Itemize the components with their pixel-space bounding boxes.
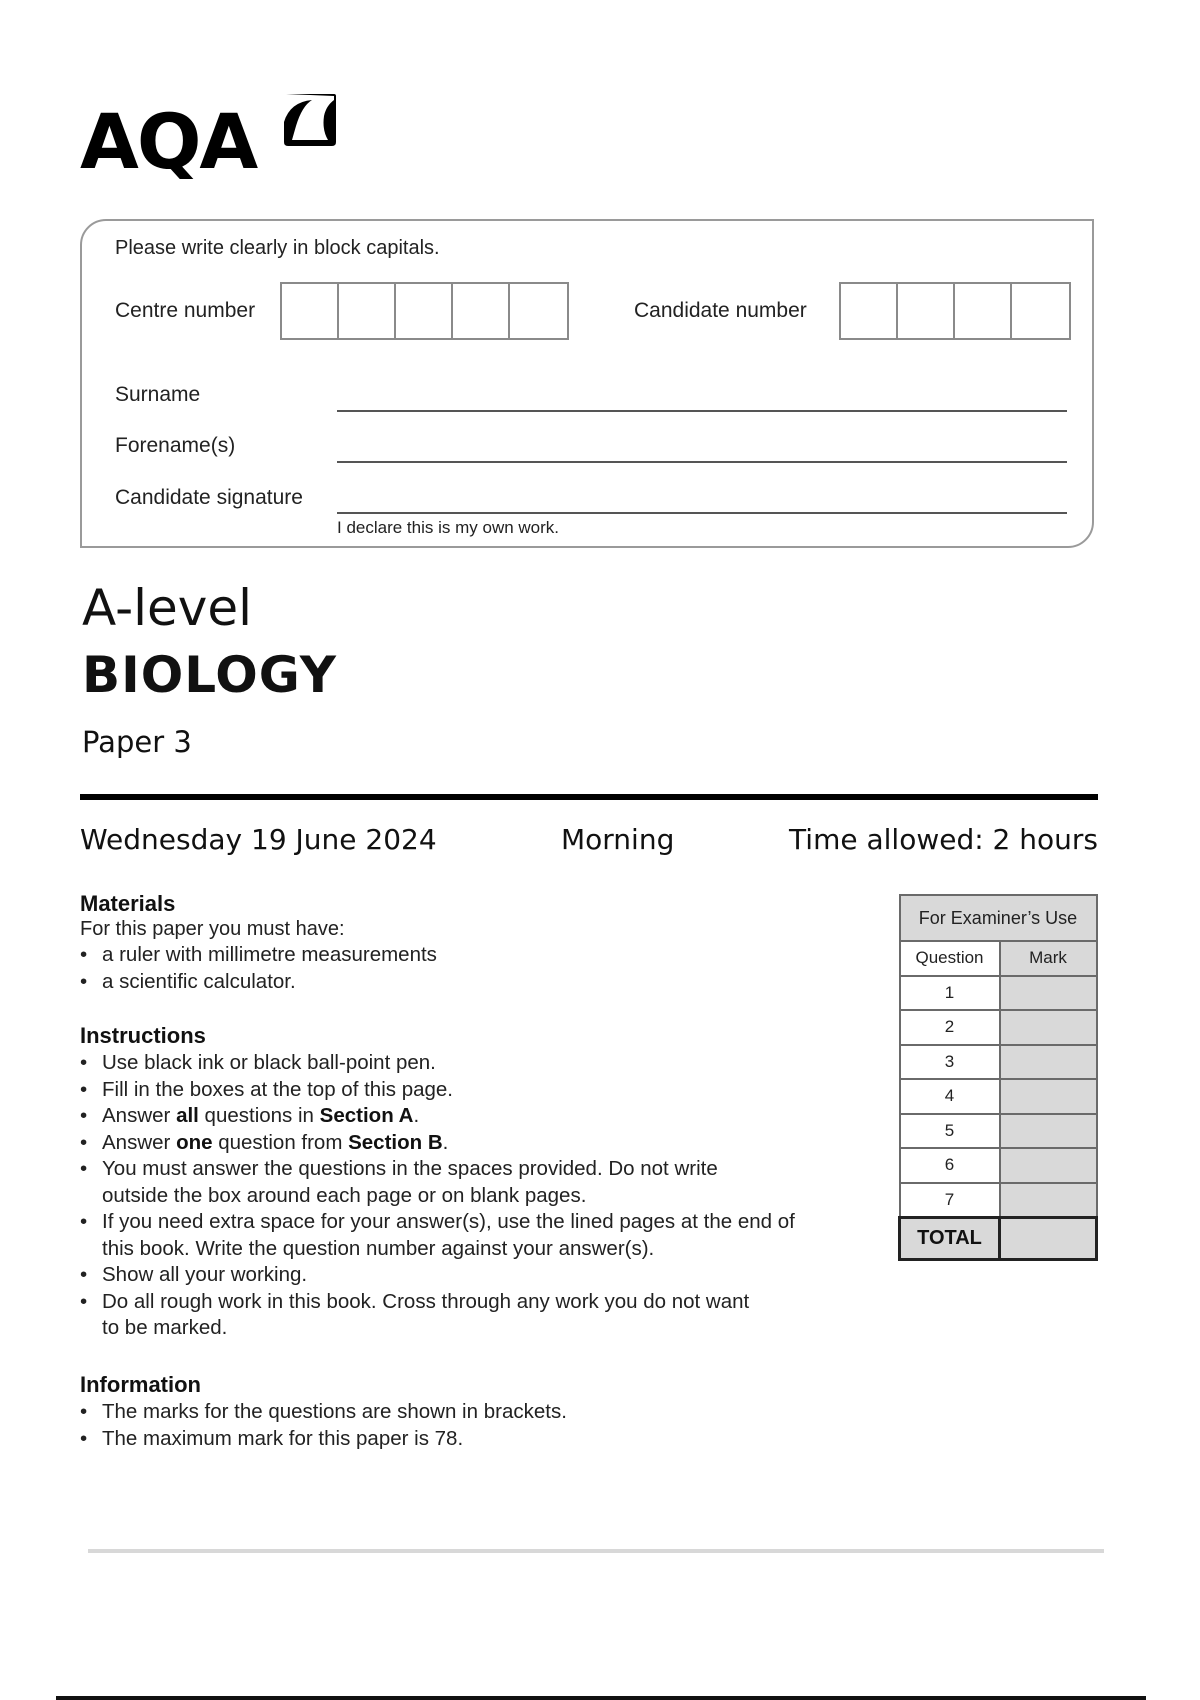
- paper-number: Paper 3: [82, 725, 192, 759]
- question-number: 3: [900, 1045, 1000, 1080]
- list-item: • The maximum mark for this paper is 78.: [80, 1426, 567, 1453]
- text-span: Answer: [102, 1130, 177, 1154]
- text-span: questions in: [198, 1104, 320, 1127]
- text-span: to be marked.: [102, 1316, 228, 1339]
- signature-field[interactable]: [337, 512, 1067, 514]
- list-item: [80, 1289, 795, 1342]
- centre-number-digit[interactable]: [282, 284, 339, 338]
- block-capitals-instruction: Please write clearly in block capitals.: [115, 237, 440, 259]
- centre-number-digit[interactable]: [510, 284, 567, 338]
- text-span: Answer: [102, 1104, 177, 1127]
- declaration-text: I declare this is my own work.: [337, 518, 560, 537]
- subject-title: BIOLOGY: [82, 646, 337, 704]
- table-row: [900, 1045, 1097, 1080]
- instructions-list: [80, 1050, 795, 1342]
- list-item: • a scientific calculator.: [80, 969, 437, 996]
- list-item: • Use black ink or black ball-point pen.: [80, 1050, 795, 1077]
- materials-intro: For this paper you must have:: [80, 918, 345, 940]
- text-span: Do all rough work in this book. Cross through any work you do not want: [102, 1289, 750, 1313]
- list-item: • Fill in the boxes at the top of this page.: [80, 1077, 795, 1104]
- materials-heading: Materials: [80, 891, 176, 916]
- table-row: [900, 1183, 1097, 1218]
- candidate-number-label: Candidate number: [634, 299, 807, 322]
- candidate-number-digit[interactable]: [898, 284, 955, 338]
- forenames-label: Forename(s): [115, 434, 236, 457]
- mark-cell: [1000, 1183, 1097, 1218]
- forenames-field[interactable]: [337, 461, 1067, 463]
- table-row: [900, 1010, 1097, 1045]
- list-item: [80, 1156, 795, 1209]
- aqa-leaf-mark-icon: [282, 92, 338, 148]
- candidate-number-boxes[interactable]: [839, 282, 1071, 340]
- candidate-details-box: [80, 219, 1094, 548]
- mark-cell: [1000, 1079, 1097, 1114]
- text-span: question from: [212, 1130, 349, 1154]
- text-span: You must answer the questions in the spaces provided. Do not write: [102, 1157, 718, 1180]
- emphasis: Section A: [319, 1104, 414, 1127]
- list-item: • a ruler with millimetre measurements: [80, 942, 437, 969]
- time-allowed: Time allowed: 2 hours: [789, 823, 1098, 856]
- centre-number-boxes[interactable]: [280, 282, 569, 340]
- footer-divider: [88, 1549, 1104, 1553]
- list-item: [80, 1209, 795, 1262]
- mark-cell: [1000, 1045, 1097, 1080]
- question-column-header: Question: [900, 941, 1000, 976]
- text-span: If you need extra space for your answer(s), use the lined pages at the end of: [102, 1210, 795, 1233]
- text-span: .: [413, 1104, 420, 1127]
- table-row: [900, 1114, 1097, 1149]
- title-divider: [80, 794, 1098, 800]
- table-row: [900, 1148, 1097, 1183]
- exam-date: Wednesday 19 June 2024: [80, 823, 437, 856]
- mark-cell: [1000, 1010, 1097, 1045]
- text-span: this book. Write the question number against your answer(s).: [102, 1236, 655, 1260]
- question-number: 7: [900, 1183, 1000, 1218]
- list-item: [80, 1130, 795, 1157]
- table-row: [900, 1079, 1097, 1114]
- total-row: [900, 1217, 1097, 1259]
- examiner-use-table: [898, 894, 1098, 1261]
- list-item: • The marks for the questions are shown in brackets.: [80, 1399, 567, 1426]
- instructions-heading: Instructions: [80, 1023, 206, 1048]
- total-label: TOTAL: [900, 1217, 1000, 1259]
- centre-number-digit[interactable]: [453, 284, 510, 338]
- emphasis: all: [176, 1104, 199, 1127]
- mark-cell: [1000, 1114, 1097, 1149]
- information-heading: Information: [80, 1372, 201, 1397]
- examiner-table-title: For Examiner’s Use: [900, 895, 1097, 941]
- question-number: 4: [900, 1079, 1000, 1114]
- question-number: 2: [900, 1010, 1000, 1045]
- mark-cell: [1000, 1148, 1097, 1183]
- centre-number-digit[interactable]: [396, 284, 453, 338]
- exam-session: Morning: [561, 823, 675, 856]
- mark-cell: [1000, 976, 1097, 1011]
- information-list: [80, 1399, 567, 1452]
- question-number: 1: [900, 976, 1000, 1011]
- qualification-title: A-level: [82, 579, 253, 637]
- text-span: .: [442, 1130, 449, 1154]
- candidate-number-digit[interactable]: [955, 284, 1012, 338]
- materials-list: [80, 942, 437, 995]
- list-item: [80, 1103, 795, 1130]
- mark-column-header: Mark: [1000, 941, 1097, 976]
- question-number: 6: [900, 1148, 1000, 1183]
- list-item: • Show all your working.: [80, 1262, 795, 1289]
- surname-field[interactable]: [337, 410, 1067, 412]
- page-bottom-rule: [56, 1696, 1146, 1700]
- centre-number-digit[interactable]: [339, 284, 396, 338]
- aqa-logo: [80, 92, 340, 188]
- signature-label: Candidate signature: [115, 486, 303, 509]
- text-span: outside the box around each page or on blank pages.: [102, 1183, 587, 1207]
- candidate-number-digit[interactable]: [1012, 284, 1069, 338]
- candidate-number-digit[interactable]: [841, 284, 898, 338]
- logo-text: AQA: [80, 97, 257, 186]
- emphasis: one: [176, 1130, 213, 1154]
- centre-number-label: Centre number: [115, 299, 256, 322]
- table-row: [900, 976, 1097, 1011]
- total-mark-cell: [1000, 1217, 1097, 1259]
- emphasis: Section B: [348, 1130, 443, 1154]
- surname-label: Surname: [115, 383, 201, 406]
- question-number: 5: [900, 1114, 1000, 1149]
